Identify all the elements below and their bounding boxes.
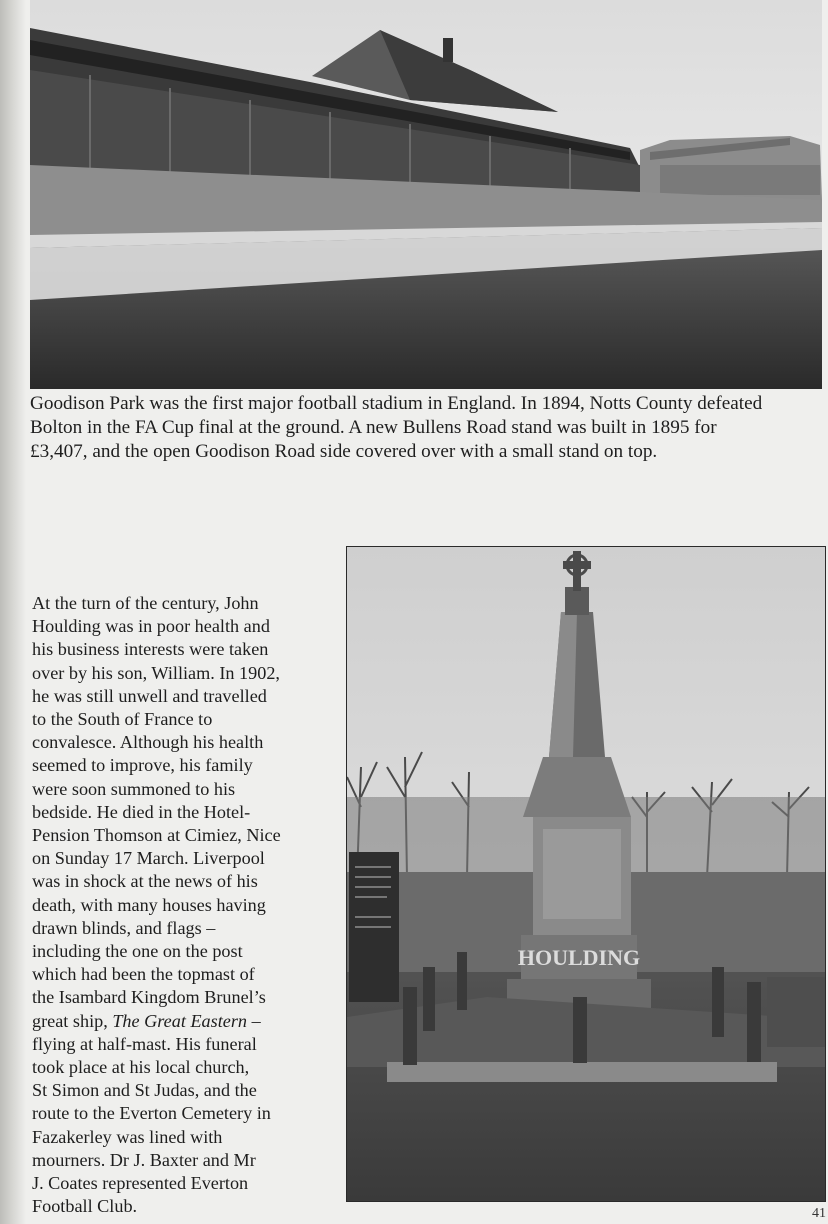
- body-line: his business interests were taken: [32, 639, 269, 660]
- body-line: flying at half-mast. His funeral: [32, 1033, 257, 1054]
- body-line: to the South of France to: [32, 709, 213, 730]
- ship-name: The Great Eastern: [112, 1010, 248, 1031]
- photo-caption: Goodison Park was the first major football stadium in England. In 1894, Notts County defeated Bolton in the FA Cup final at the ground. A new Bullens Road stand was built in 1895 for £3,407, and the open Goodison Road side covered over with a small stand on top.: [30, 393, 763, 462]
- body-line: the Isambard Kingdom Brunel’s: [32, 987, 266, 1008]
- body-text-fragment: great ship,: [32, 1010, 113, 1031]
- page-binding-edge: [0, 0, 26, 1224]
- grave-inscription: HOULDING: [517, 945, 641, 970]
- body-line: J. Coates represented Everton: [32, 1173, 249, 1194]
- body-line: mourners. Dr J. Baxter and Mr: [32, 1149, 256, 1170]
- body-line: At the turn of the century, John: [32, 593, 259, 613]
- grave-illustration: [347, 547, 825, 1201]
- body-line: were soon summoned to his: [32, 778, 236, 799]
- houlding-grave-photo: [346, 546, 826, 1202]
- body-line: Pension Thomson at Cimiez, Nice: [32, 825, 281, 846]
- body-line: on Sunday 17 March. Liverpool: [32, 848, 265, 869]
- body-text: [32, 592, 332, 1218]
- body-line: St Simon and St Judas, and the: [32, 1080, 257, 1101]
- goodison-park-photo: [30, 0, 822, 389]
- body-line: route to the Everton Cemetery in: [32, 1103, 271, 1124]
- body-line: Houlding was in poor health and: [32, 616, 270, 637]
- body-line-great-eastern: [32, 1010, 332, 1033]
- body-line: over by his son, William. In 1902,: [32, 662, 280, 683]
- page-number: 41: [812, 1206, 826, 1221]
- body-text-fragment: –: [247, 1010, 261, 1031]
- stadium-illustration: [30, 0, 822, 389]
- body-line: was in shock at the news of his: [32, 871, 258, 892]
- body-line: drawn blinds, and flags –: [32, 917, 216, 938]
- body-line: bedside. He died in the Hotel-: [32, 801, 251, 822]
- body-line: death, with many houses having: [32, 894, 266, 915]
- body-line: Football Club.: [32, 1196, 138, 1217]
- body-line: he was still unwell and travelled: [32, 685, 267, 706]
- body-line: seemed to improve, his family: [32, 755, 253, 776]
- body-line: which had been the topmast of: [32, 964, 255, 985]
- body-line: took place at his local church,: [32, 1057, 250, 1078]
- body-line: including the one on the post: [32, 941, 243, 962]
- body-line: Fazakerley was lined with: [32, 1126, 223, 1147]
- body-line: convalesce. Although his health: [32, 732, 264, 753]
